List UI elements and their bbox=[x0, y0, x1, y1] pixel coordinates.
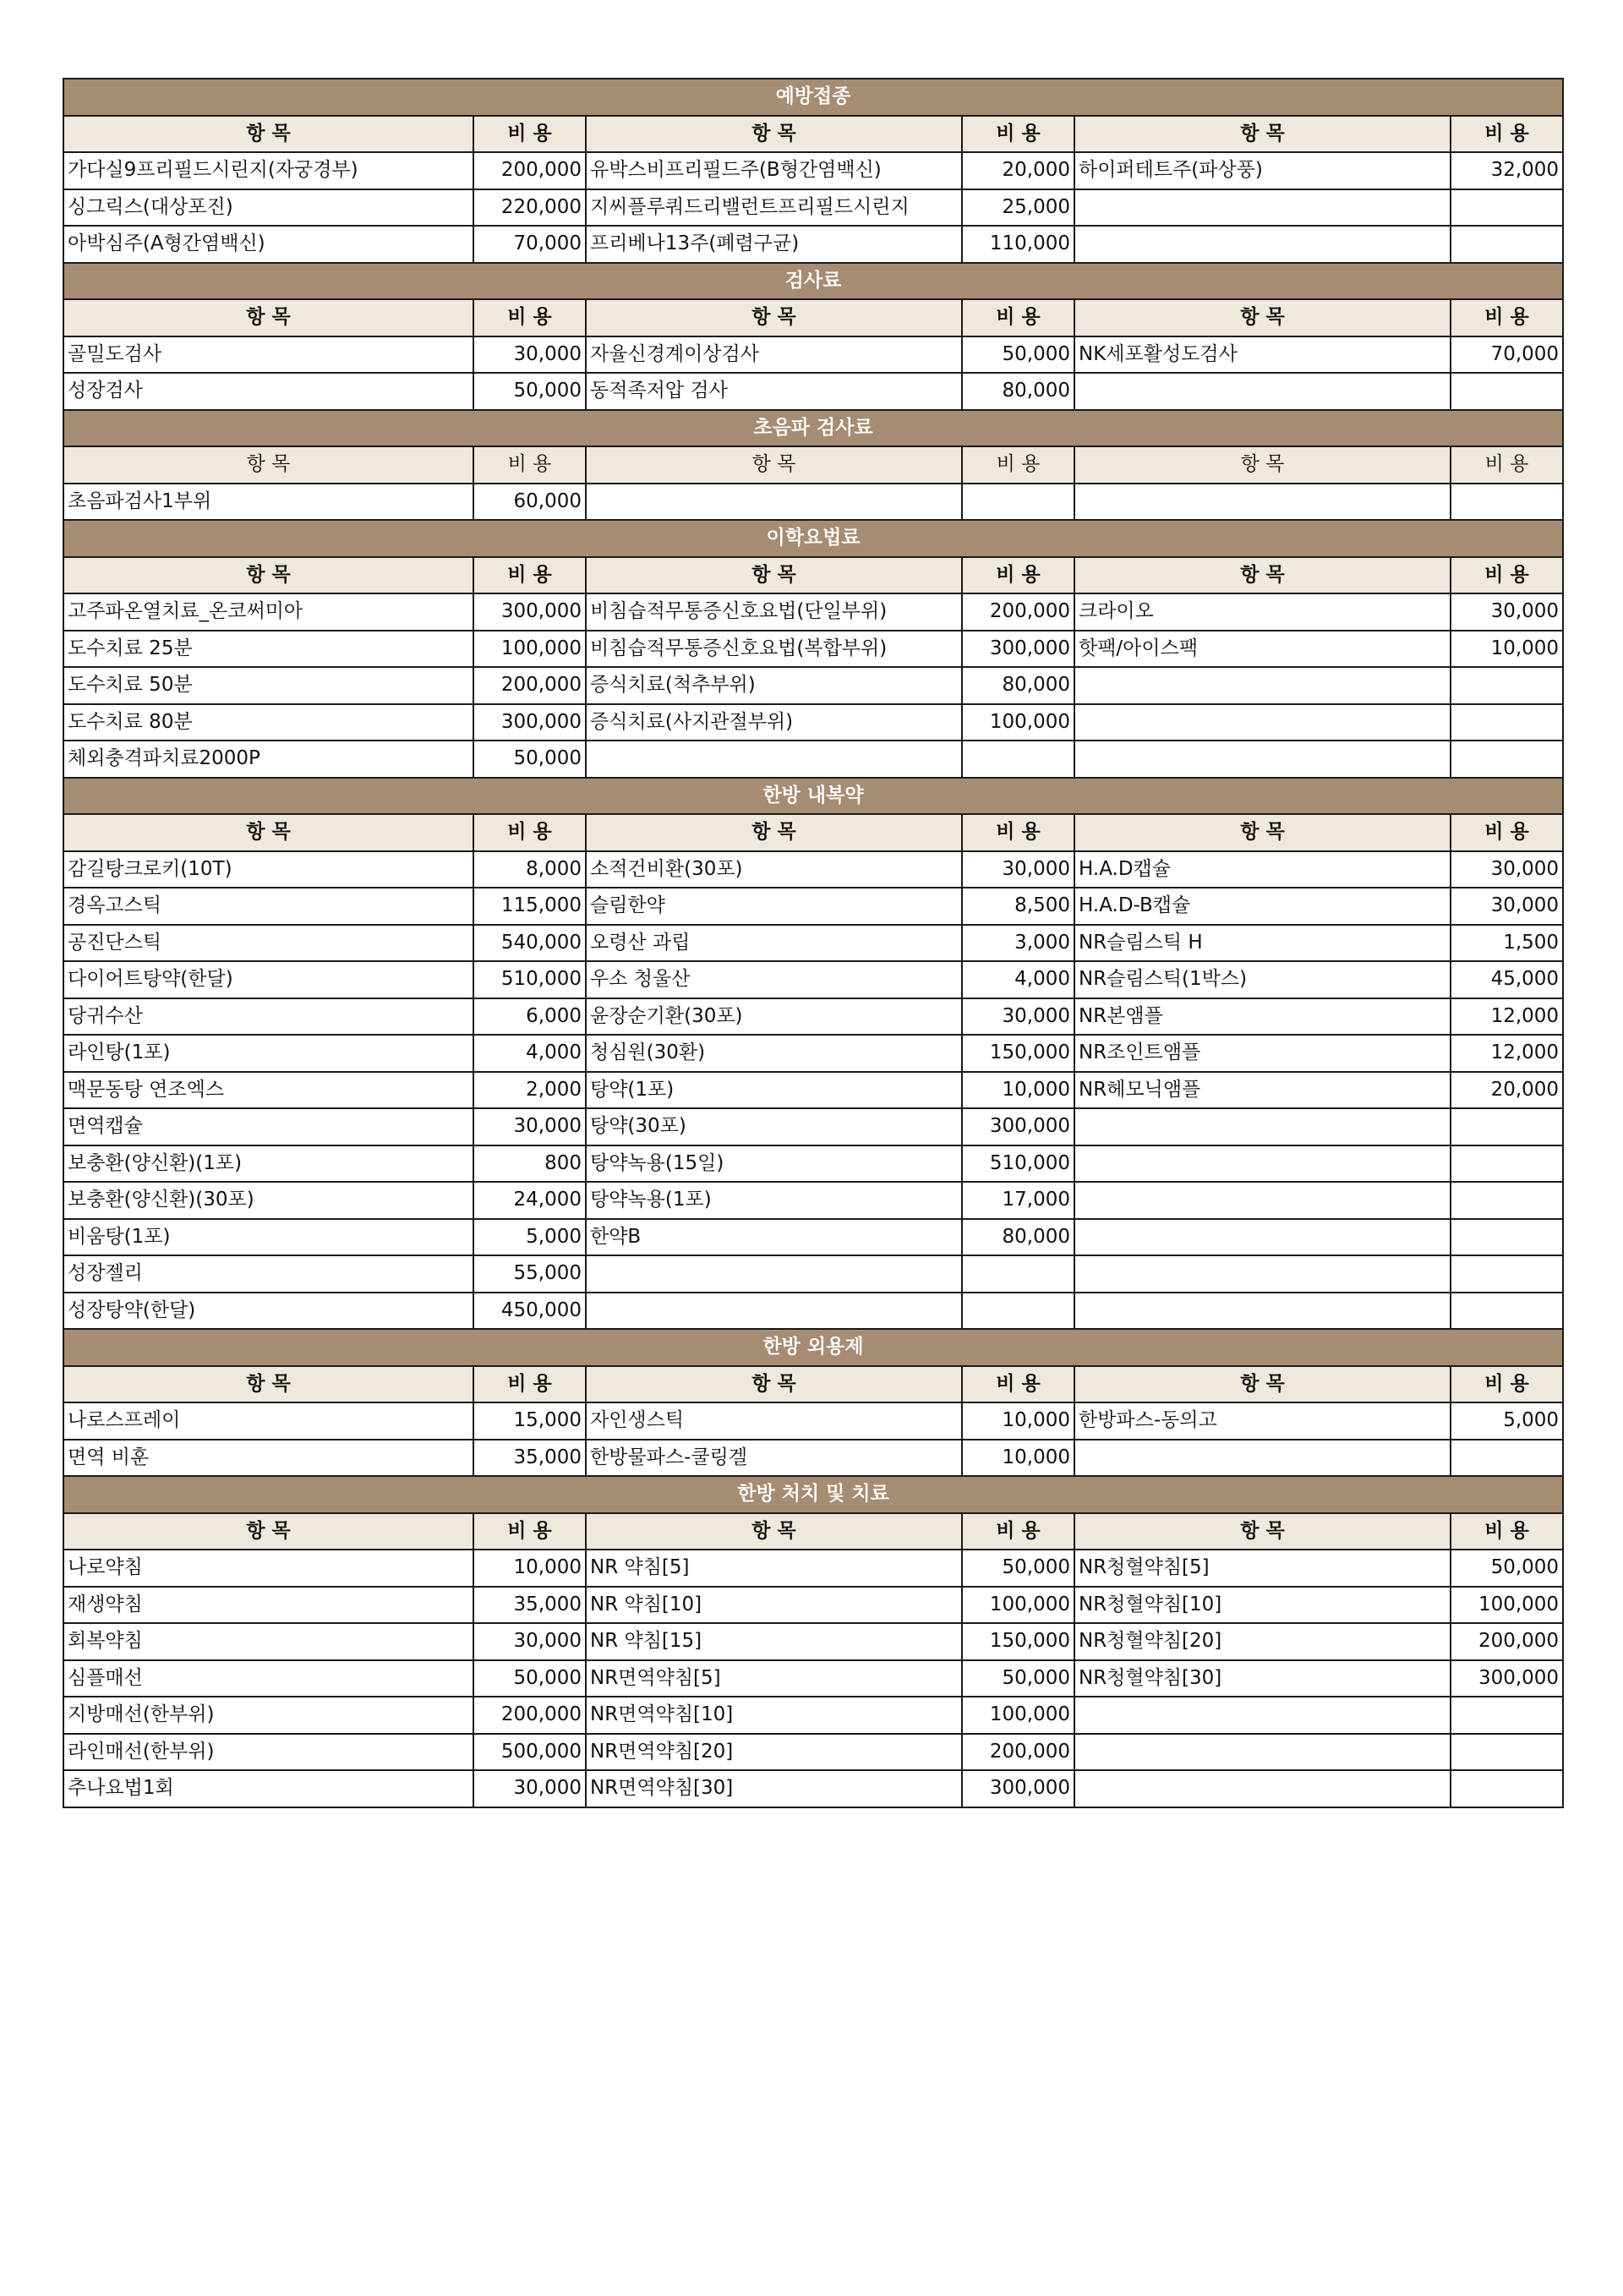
item-name-cell: 회복약침 bbox=[63, 1623, 473, 1660]
column-header-item: 항 목 bbox=[1074, 446, 1451, 484]
item-cost-cell: 30,000 bbox=[1451, 888, 1563, 925]
table-row bbox=[63, 1440, 1563, 1477]
item-name-cell bbox=[1074, 1734, 1451, 1771]
item-name-cell bbox=[586, 1293, 962, 1330]
item-name-cell: NR슬림스틱(1박스) bbox=[1074, 961, 1451, 998]
item-cost-cell: 70,000 bbox=[1451, 336, 1563, 374]
item-cost-cell: 50,000 bbox=[962, 1550, 1074, 1587]
item-cost-cell: 10,000 bbox=[962, 1072, 1074, 1109]
table-row bbox=[63, 1293, 1563, 1330]
item-cost-cell: 300,000 bbox=[473, 704, 586, 741]
item-cost-cell: 30,000 bbox=[473, 336, 586, 374]
section-title-row bbox=[63, 1476, 1563, 1513]
item-cost-cell: 5,000 bbox=[1451, 1402, 1563, 1440]
column-header-cost: 비 용 bbox=[1451, 1366, 1563, 1403]
item-cost-cell: 3,000 bbox=[962, 925, 1074, 962]
item-name-cell: NR 약침[10] bbox=[586, 1587, 962, 1624]
item-cost-cell: 100,000 bbox=[962, 1587, 1074, 1624]
item-cost-cell bbox=[1451, 667, 1563, 704]
table-row bbox=[63, 961, 1563, 998]
table-row bbox=[63, 189, 1563, 227]
column-header-item: 항 목 bbox=[63, 116, 473, 153]
column-header-item: 항 목 bbox=[586, 1366, 962, 1403]
item-cost-cell: 50,000 bbox=[962, 1660, 1074, 1697]
item-name-cell: NR청혈약침[20] bbox=[1074, 1623, 1451, 1660]
item-cost-cell: 150,000 bbox=[962, 1623, 1074, 1660]
item-cost-cell: 50,000 bbox=[473, 741, 586, 778]
item-name-cell: 감길탕크로키(10T) bbox=[63, 851, 473, 888]
item-cost-cell: 450,000 bbox=[473, 1293, 586, 1330]
item-name-cell: NR 약침[15] bbox=[586, 1623, 962, 1660]
column-header-item: 항 목 bbox=[1074, 814, 1451, 851]
column-header-item: 항 목 bbox=[586, 557, 962, 594]
item-cost-cell bbox=[1451, 1697, 1563, 1734]
column-header-item: 항 목 bbox=[63, 1513, 473, 1550]
table-row bbox=[63, 1734, 1563, 1771]
item-cost-cell: 300,000 bbox=[962, 1770, 1074, 1807]
item-cost-cell bbox=[1451, 1219, 1563, 1256]
item-name-cell: NR면역약침[10] bbox=[586, 1697, 962, 1734]
item-name-cell bbox=[1074, 1182, 1451, 1219]
item-name-cell: 아박심주(A형간염백신) bbox=[63, 226, 473, 263]
column-header-cost: 비 용 bbox=[962, 1366, 1074, 1403]
table-row bbox=[63, 851, 1563, 888]
table-row bbox=[63, 593, 1563, 631]
table-row bbox=[63, 741, 1563, 778]
item-cost-cell: 300,000 bbox=[962, 1108, 1074, 1145]
table-row bbox=[63, 1402, 1563, 1440]
item-cost-cell: 300,000 bbox=[962, 631, 1074, 668]
item-name-cell: 프리베나13주(폐렴구균) bbox=[586, 226, 962, 263]
item-name-cell: NR면역약침[5] bbox=[586, 1660, 962, 1697]
item-cost-cell: 30,000 bbox=[1451, 593, 1563, 631]
item-name-cell: 가다실9프리필드시린지(자궁경부) bbox=[63, 152, 473, 189]
item-cost-cell: 30,000 bbox=[473, 1770, 586, 1807]
item-name-cell: 심플매선 bbox=[63, 1660, 473, 1697]
table-row bbox=[63, 925, 1563, 962]
item-cost-cell: 200,000 bbox=[962, 593, 1074, 631]
item-cost-cell: 110,000 bbox=[962, 226, 1074, 263]
item-cost-cell: 30,000 bbox=[962, 998, 1074, 1036]
item-name-cell: 윤장순기환(30포) bbox=[586, 998, 962, 1036]
item-name-cell: 탕약(1포) bbox=[586, 1072, 962, 1109]
section-title: 한방 처치 및 치료 bbox=[63, 1476, 1563, 1513]
item-cost-cell: 50,000 bbox=[473, 373, 586, 410]
item-name-cell: 도수치료 25분 bbox=[63, 631, 473, 668]
item-cost-cell bbox=[1451, 226, 1563, 263]
item-name-cell: 라인탕(1포) bbox=[63, 1035, 473, 1072]
item-cost-cell: 150,000 bbox=[962, 1035, 1074, 1072]
item-cost-cell: 220,000 bbox=[473, 189, 586, 227]
column-header-cost: 비 용 bbox=[1451, 116, 1563, 153]
item-cost-cell: 100,000 bbox=[1451, 1587, 1563, 1624]
item-cost-cell: 6,000 bbox=[473, 998, 586, 1036]
item-cost-cell: 17,000 bbox=[962, 1182, 1074, 1219]
item-cost-cell bbox=[962, 741, 1074, 778]
column-header-item: 항 목 bbox=[586, 814, 962, 851]
item-cost-cell bbox=[1451, 1293, 1563, 1330]
item-name-cell: 한약B bbox=[586, 1219, 962, 1256]
item-cost-cell: 10,000 bbox=[962, 1440, 1074, 1477]
column-header-row bbox=[63, 116, 1563, 153]
column-header-cost: 비 용 bbox=[473, 1513, 586, 1550]
column-header-cost: 비 용 bbox=[962, 299, 1074, 336]
section-title-row bbox=[63, 410, 1563, 447]
item-cost-cell: 50,000 bbox=[1451, 1550, 1563, 1587]
item-cost-cell: 80,000 bbox=[962, 373, 1074, 410]
item-cost-cell: 80,000 bbox=[962, 667, 1074, 704]
column-header-item: 항 목 bbox=[63, 299, 473, 336]
column-header-cost: 비 용 bbox=[962, 446, 1074, 484]
item-cost-cell: 50,000 bbox=[962, 336, 1074, 374]
column-header-cost: 비 용 bbox=[962, 1513, 1074, 1550]
table-row bbox=[63, 152, 1563, 189]
item-name-cell: 면역캡슐 bbox=[63, 1108, 473, 1145]
item-name-cell: 나로스프레이 bbox=[63, 1402, 473, 1440]
item-cost-cell: 200,000 bbox=[473, 667, 586, 704]
item-name-cell bbox=[1074, 704, 1451, 741]
table-row bbox=[63, 226, 1563, 263]
item-cost-cell: 10,000 bbox=[1451, 631, 1563, 668]
column-header-row bbox=[63, 557, 1563, 594]
item-cost-cell: 35,000 bbox=[473, 1587, 586, 1624]
item-name-cell: 다이어트탕약(한달) bbox=[63, 961, 473, 998]
section-title-row bbox=[63, 778, 1563, 815]
item-name-cell: NR본앰플 bbox=[1074, 998, 1451, 1036]
item-name-cell: 자인생스틱 bbox=[586, 1402, 962, 1440]
item-cost-cell: 80,000 bbox=[962, 1219, 1074, 1256]
item-cost-cell: 12,000 bbox=[1451, 998, 1563, 1036]
item-name-cell bbox=[1074, 1255, 1451, 1293]
table-row bbox=[63, 667, 1563, 704]
item-cost-cell: 24,000 bbox=[473, 1182, 586, 1219]
column-header-item: 항 목 bbox=[1074, 1513, 1451, 1550]
column-header-cost: 비 용 bbox=[962, 557, 1074, 594]
table-row bbox=[63, 1072, 1563, 1109]
item-cost-cell: 200,000 bbox=[962, 1734, 1074, 1771]
item-cost-cell: 20,000 bbox=[962, 152, 1074, 189]
item-name-cell: 핫팩/아이스팩 bbox=[1074, 631, 1451, 668]
section-title: 이학요법료 bbox=[63, 520, 1563, 557]
item-cost-cell bbox=[1451, 1145, 1563, 1183]
table-row bbox=[63, 998, 1563, 1036]
column-header-row bbox=[63, 1513, 1563, 1550]
table-row bbox=[63, 1108, 1563, 1145]
item-name-cell: 비움탕(1포) bbox=[63, 1219, 473, 1256]
item-name-cell: 재생약침 bbox=[63, 1587, 473, 1624]
table-row bbox=[63, 1219, 1563, 1256]
item-name-cell bbox=[586, 1255, 962, 1293]
item-cost-cell bbox=[1451, 1734, 1563, 1771]
item-cost-cell: 45,000 bbox=[1451, 961, 1563, 998]
item-name-cell: 자율신경계이상검사 bbox=[586, 336, 962, 374]
column-header-item: 항 목 bbox=[63, 446, 473, 484]
table-row bbox=[63, 336, 1563, 374]
item-cost-cell: 300,000 bbox=[1451, 1660, 1563, 1697]
item-name-cell bbox=[1074, 1697, 1451, 1734]
item-name-cell: NR청혈약침[10] bbox=[1074, 1587, 1451, 1624]
item-name-cell: 고주파온열치료_온코써미아 bbox=[63, 593, 473, 631]
item-cost-cell: 4,000 bbox=[962, 961, 1074, 998]
item-name-cell: H.A.D-B캡슐 bbox=[1074, 888, 1451, 925]
item-cost-cell: 2,000 bbox=[473, 1072, 586, 1109]
item-cost-cell: 200,000 bbox=[1451, 1623, 1563, 1660]
item-name-cell: 초음파검사1부위 bbox=[63, 484, 473, 521]
item-cost-cell: 30,000 bbox=[962, 851, 1074, 888]
item-name-cell: NR면역약침[20] bbox=[586, 1734, 962, 1771]
table-row bbox=[63, 1550, 1563, 1587]
table-row bbox=[63, 1145, 1563, 1183]
item-name-cell: 슬림한약 bbox=[586, 888, 962, 925]
item-name-cell: NR슬림스틱 H bbox=[1074, 925, 1451, 962]
column-header-cost: 비 용 bbox=[473, 299, 586, 336]
item-name-cell: 면역 비훈 bbox=[63, 1440, 473, 1477]
item-name-cell bbox=[1074, 1145, 1451, 1183]
item-name-cell: 성장젤리 bbox=[63, 1255, 473, 1293]
item-cost-cell: 300,000 bbox=[473, 593, 586, 631]
section-title: 예방접종 bbox=[63, 79, 1563, 116]
item-name-cell: 소적건비환(30포) bbox=[586, 851, 962, 888]
table-row bbox=[63, 1255, 1563, 1293]
item-name-cell: 우소 청울산 bbox=[586, 961, 962, 998]
item-name-cell: 탕약녹용(15일) bbox=[586, 1145, 962, 1183]
item-cost-cell: 510,000 bbox=[473, 961, 586, 998]
table-row bbox=[63, 704, 1563, 741]
column-header-item: 항 목 bbox=[586, 116, 962, 153]
column-header-item: 항 목 bbox=[586, 1513, 962, 1550]
item-name-cell: 청심원(30환) bbox=[586, 1035, 962, 1072]
item-name-cell: NR 약침[5] bbox=[586, 1550, 962, 1587]
column-header-row bbox=[63, 299, 1563, 336]
item-name-cell: 도수치료 80분 bbox=[63, 704, 473, 741]
item-name-cell bbox=[1074, 189, 1451, 227]
item-cost-cell bbox=[962, 484, 1074, 521]
item-cost-cell bbox=[1451, 1440, 1563, 1477]
item-name-cell: 공진단스틱 bbox=[63, 925, 473, 962]
section-title-row bbox=[63, 1329, 1563, 1366]
item-cost-cell: 15,000 bbox=[473, 1402, 586, 1440]
column-header-cost: 비 용 bbox=[473, 446, 586, 484]
fee-table bbox=[63, 78, 1564, 1808]
column-header-cost: 비 용 bbox=[473, 116, 586, 153]
item-name-cell bbox=[586, 484, 962, 521]
column-header-item: 항 목 bbox=[1074, 557, 1451, 594]
item-name-cell bbox=[1074, 1219, 1451, 1256]
item-cost-cell: 540,000 bbox=[473, 925, 586, 962]
column-header-item: 항 목 bbox=[586, 299, 962, 336]
item-name-cell bbox=[1074, 1770, 1451, 1807]
item-cost-cell: 35,000 bbox=[473, 1440, 586, 1477]
column-header-item: 항 목 bbox=[63, 1366, 473, 1403]
item-name-cell: 비침습적무통증신호요법(복합부위) bbox=[586, 631, 962, 668]
item-cost-cell bbox=[1451, 1182, 1563, 1219]
table-row bbox=[63, 1587, 1563, 1624]
item-name-cell: 골밀도검사 bbox=[63, 336, 473, 374]
item-cost-cell: 70,000 bbox=[473, 226, 586, 263]
column-header-cost: 비 용 bbox=[1451, 814, 1563, 851]
item-cost-cell: 8,500 bbox=[962, 888, 1074, 925]
table-row bbox=[63, 484, 1563, 521]
item-name-cell bbox=[1074, 484, 1451, 521]
item-cost-cell: 20,000 bbox=[1451, 1072, 1563, 1109]
column-header-cost: 비 용 bbox=[962, 116, 1074, 153]
item-name-cell: 나로약침 bbox=[63, 1550, 473, 1587]
item-cost-cell: 10,000 bbox=[473, 1550, 586, 1587]
section-title: 초음파 검사료 bbox=[63, 410, 1563, 447]
item-cost-cell: 12,000 bbox=[1451, 1035, 1563, 1072]
item-cost-cell: 100,000 bbox=[962, 1697, 1074, 1734]
item-cost-cell: 60,000 bbox=[473, 484, 586, 521]
item-name-cell bbox=[1074, 226, 1451, 263]
table-row bbox=[63, 1035, 1563, 1072]
table-row bbox=[63, 1697, 1563, 1734]
item-name-cell: NK세포활성도검사 bbox=[1074, 336, 1451, 374]
item-name-cell: 라인매선(한부위) bbox=[63, 1734, 473, 1771]
column-header-cost: 비 용 bbox=[962, 814, 1074, 851]
item-cost-cell: 8,000 bbox=[473, 851, 586, 888]
item-name-cell: 당귀수산 bbox=[63, 998, 473, 1036]
item-name-cell: 동적족저압 검사 bbox=[586, 373, 962, 410]
column-header-item: 항 목 bbox=[1074, 299, 1451, 336]
item-name-cell: NR면역약침[30] bbox=[586, 1770, 962, 1807]
item-cost-cell: 200,000 bbox=[473, 1697, 586, 1734]
table-row bbox=[63, 1182, 1563, 1219]
item-name-cell: 탕약녹용(1포) bbox=[586, 1182, 962, 1219]
item-name-cell: 한방물파스-쿨링겔 bbox=[586, 1440, 962, 1477]
table-row bbox=[63, 1660, 1563, 1697]
column-header-item: 항 목 bbox=[63, 557, 473, 594]
table-row bbox=[63, 373, 1563, 410]
item-name-cell: H.A.D캡슐 bbox=[1074, 851, 1451, 888]
item-name-cell: 맥문동탕 연조엑스 bbox=[63, 1072, 473, 1109]
item-name-cell bbox=[1074, 373, 1451, 410]
item-cost-cell bbox=[1451, 373, 1563, 410]
item-cost-cell: 800 bbox=[473, 1145, 586, 1183]
item-name-cell: 비침습적무통증신호요법(단일부위) bbox=[586, 593, 962, 631]
column-header-cost: 비 용 bbox=[1451, 299, 1563, 336]
item-name-cell: 크라이오 bbox=[1074, 593, 1451, 631]
item-cost-cell: 30,000 bbox=[473, 1108, 586, 1145]
column-header-cost: 비 용 bbox=[473, 557, 586, 594]
section-title-row bbox=[63, 79, 1563, 116]
item-cost-cell: 30,000 bbox=[1451, 851, 1563, 888]
table-row bbox=[63, 1623, 1563, 1660]
item-name-cell: 증식치료(사지관절부위) bbox=[586, 704, 962, 741]
item-name-cell: NR청혈약침[5] bbox=[1074, 1550, 1451, 1587]
column-header-cost: 비 용 bbox=[1451, 1513, 1563, 1550]
item-name-cell: 체외충격파치료2000P bbox=[63, 741, 473, 778]
item-cost-cell bbox=[1451, 704, 1563, 741]
item-name-cell: NR헤모닉앰플 bbox=[1074, 1072, 1451, 1109]
table-row bbox=[63, 888, 1563, 925]
column-header-item: 항 목 bbox=[63, 814, 473, 851]
item-name-cell: 성장검사 bbox=[63, 373, 473, 410]
item-cost-cell: 50,000 bbox=[473, 1660, 586, 1697]
item-cost-cell bbox=[1451, 484, 1563, 521]
item-cost-cell: 30,000 bbox=[473, 1623, 586, 1660]
item-name-cell: 유박스비프리필드주(B형간염백신) bbox=[586, 152, 962, 189]
item-name-cell: NR청혈약침[30] bbox=[1074, 1660, 1451, 1697]
item-name-cell: 증식치료(척추부위) bbox=[586, 667, 962, 704]
item-cost-cell bbox=[1451, 189, 1563, 227]
item-cost-cell bbox=[1451, 1770, 1563, 1807]
column-header-row bbox=[63, 814, 1563, 851]
column-header-cost: 비 용 bbox=[1451, 557, 1563, 594]
item-cost-cell: 4,000 bbox=[473, 1035, 586, 1072]
item-cost-cell: 1,500 bbox=[1451, 925, 1563, 962]
column-header-item: 항 목 bbox=[586, 446, 962, 484]
table-row bbox=[63, 1770, 1563, 1807]
section-title: 한방 내복약 bbox=[63, 778, 1563, 815]
item-name-cell bbox=[1074, 667, 1451, 704]
item-name-cell: 하이퍼테트주(파상풍) bbox=[1074, 152, 1451, 189]
item-name-cell: 성장탕약(한달) bbox=[63, 1293, 473, 1330]
item-cost-cell bbox=[962, 1293, 1074, 1330]
item-cost-cell: 10,000 bbox=[962, 1402, 1074, 1440]
fee-schedule-sheet bbox=[63, 78, 1562, 1808]
item-name-cell: 오령산 과립 bbox=[586, 925, 962, 962]
column-header-row bbox=[63, 446, 1563, 484]
section-title: 검사료 bbox=[63, 263, 1563, 300]
section-title-row bbox=[63, 263, 1563, 300]
item-name-cell: 도수치료 50분 bbox=[63, 667, 473, 704]
item-cost-cell bbox=[1451, 1255, 1563, 1293]
column-header-cost: 비 용 bbox=[473, 814, 586, 851]
item-cost-cell: 500,000 bbox=[473, 1734, 586, 1771]
item-cost-cell bbox=[1451, 741, 1563, 778]
column-header-row bbox=[63, 1366, 1563, 1403]
item-name-cell bbox=[1074, 1108, 1451, 1145]
item-cost-cell: 100,000 bbox=[962, 704, 1074, 741]
item-cost-cell: 32,000 bbox=[1451, 152, 1563, 189]
column-header-cost: 비 용 bbox=[1451, 446, 1563, 484]
item-cost-cell: 510,000 bbox=[962, 1145, 1074, 1183]
item-name-cell: 보충환(양신환)(30포) bbox=[63, 1182, 473, 1219]
item-cost-cell: 200,000 bbox=[473, 152, 586, 189]
item-name-cell bbox=[1074, 1293, 1451, 1330]
item-cost-cell: 25,000 bbox=[962, 189, 1074, 227]
item-name-cell bbox=[586, 741, 962, 778]
item-cost-cell: 55,000 bbox=[473, 1255, 586, 1293]
item-name-cell: 지씨플루쿼드리밸런트프리필드시린지 bbox=[586, 189, 962, 227]
item-name-cell: 탕약(30포) bbox=[586, 1108, 962, 1145]
item-cost-cell: 115,000 bbox=[473, 888, 586, 925]
column-header-item: 항 목 bbox=[1074, 1366, 1451, 1403]
item-name-cell: 추나요법1회 bbox=[63, 1770, 473, 1807]
item-name-cell: NR조인트앰플 bbox=[1074, 1035, 1451, 1072]
item-name-cell: 보충환(양신환)(1포) bbox=[63, 1145, 473, 1183]
table-row bbox=[63, 631, 1563, 668]
section-title: 한방 외용제 bbox=[63, 1329, 1563, 1366]
column-header-item: 항 목 bbox=[1074, 116, 1451, 153]
item-name-cell: 경옥고스틱 bbox=[63, 888, 473, 925]
item-cost-cell: 5,000 bbox=[473, 1219, 586, 1256]
column-header-cost: 비 용 bbox=[473, 1366, 586, 1403]
section-title-row bbox=[63, 520, 1563, 557]
item-name-cell: 싱그릭스(대상포진) bbox=[63, 189, 473, 227]
item-name-cell: 지방매선(한부위) bbox=[63, 1697, 473, 1734]
item-cost-cell bbox=[962, 1255, 1074, 1293]
item-name-cell: 한방파스-동의고 bbox=[1074, 1402, 1451, 1440]
item-name-cell bbox=[1074, 741, 1451, 778]
item-cost-cell: 100,000 bbox=[473, 631, 586, 668]
item-name-cell bbox=[1074, 1440, 1451, 1477]
item-cost-cell bbox=[1451, 1108, 1563, 1145]
